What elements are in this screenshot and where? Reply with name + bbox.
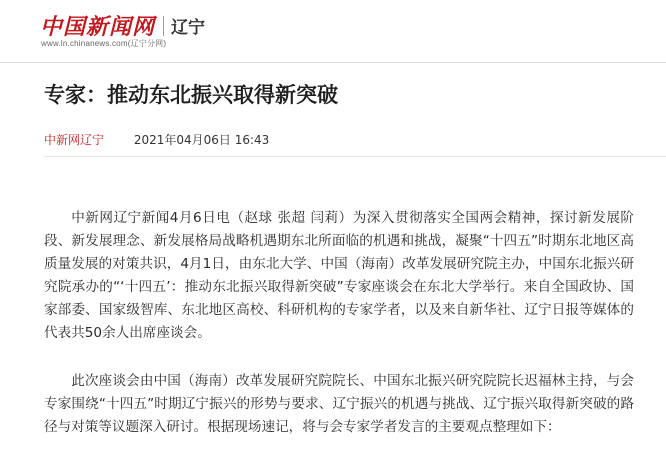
meta-divider [44,156,666,157]
site-url: www.ln.chinanews.com(辽宁分网) [41,39,167,48]
logo-divider [163,16,164,36]
article-meta [44,132,269,148]
article-paragraph-1: 中新网辽宁新闻4月6日电（赵球 张超 闫莉）为深入贯彻落实全国两会精神，探讨新发展阶段、新发展理念、新发展格局战略机遇期东北所面临的机遇和挑战，凝聚“十四五”时期东北地区高质量发展的对策共识，4月1日，由东北大学、中国（海南）改革发展研究院主办，中国东北振兴研究院承办的“‘十四五’：推动东北振兴取得新突破”专家座谈会在东北大学举行。来自全国政协、国家部委、国家级智库、东北地区高校、科研机构的专家学者，以及来自新华社、辽宁日报等媒体的代表共50余人出席座谈会。 [44,210,634,341]
article-title: 专家：推动东北振兴取得新突破 [44,83,338,107]
article-paragraph-2: 此次座谈会由中国（海南）改革发展研究院院长、中国东北振兴研究院院长迟福林主持，与会专家围绕“十四五”时期辽宁振兴的形势与要求、辽宁振兴的机遇与挑战、辽宁振兴取得新突破的路径与对策等议题深入研讨。根据现场速记，将与会专家学者发言的主要观点整理如下： [44,373,634,435]
site-header [0,0,666,62]
header-divider [0,62,666,63]
article-datetime: 2021年04月06日 16:43 [133,133,270,147]
site-logo[interactable] [40,10,205,41]
logo-region: 辽宁 [171,18,206,38]
article-source[interactable]: 中新网辽宁 [44,133,105,147]
logo-text: 中国新闻网 [40,14,156,40]
